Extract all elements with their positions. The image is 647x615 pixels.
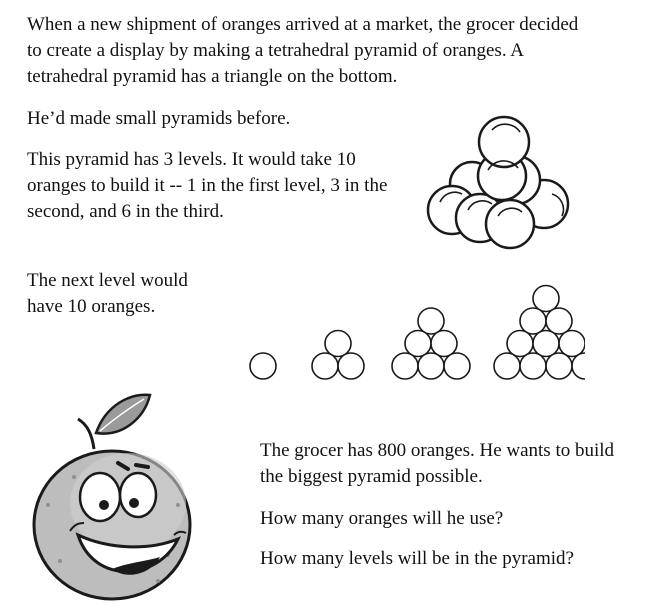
- layer-3-orange: [405, 331, 431, 357]
- layer-2-orange: [338, 353, 364, 379]
- question-oranges: How many oranges will he use?: [260, 508, 504, 529]
- small-pyramids-sentence: He’d made small pyramids before.: [27, 108, 291, 129]
- layer-3-orange: [431, 331, 457, 357]
- layer-triangles-icon: [245, 280, 585, 390]
- orange-pyramid-icon: [422, 106, 582, 256]
- layer-4-orange: [533, 286, 559, 312]
- intro-paragraph: When a new shipment of oranges arrived at a market, the grocer decided to create a display by making a tetrahedral pyramid of oranges. A tetrahedral pyramid has a triangle on the bottom.: [27, 14, 579, 87]
- next-level-paragraph: The next level would have 10 oranges.: [27, 270, 188, 317]
- layer-4-orange: [533, 331, 559, 357]
- layer-3-orange: [418, 353, 444, 379]
- levels-paragraph: This pyramid has 3 levels. It would take 10 oranges to build it -- 1 in the first level, 3 in the second, and 6 in the third.: [27, 149, 388, 222]
- layer-4-orange: [520, 308, 546, 334]
- layer-2-orange: [325, 331, 351, 357]
- layer-1-orange: [250, 353, 276, 379]
- layer-4-orange: [507, 331, 533, 357]
- cartoon-orange-icon: [8, 385, 218, 610]
- layer-4-orange: [546, 308, 572, 334]
- layer-2-orange: [312, 353, 338, 379]
- grocer-paragraph: The grocer has 800 oranges. He wants to build the biggest pyramid possible.: [260, 440, 615, 487]
- layer-3-orange: [444, 353, 470, 379]
- layer-3-orange: [418, 308, 444, 334]
- layer-3-orange: [392, 353, 418, 379]
- question-levels: How many levels will be in the pyramid?: [260, 548, 574, 569]
- layer-4-orange: [494, 353, 520, 379]
- layer-4-orange: [546, 353, 572, 379]
- layer-4-orange: [520, 353, 546, 379]
- layer-4-orange: [559, 331, 585, 357]
